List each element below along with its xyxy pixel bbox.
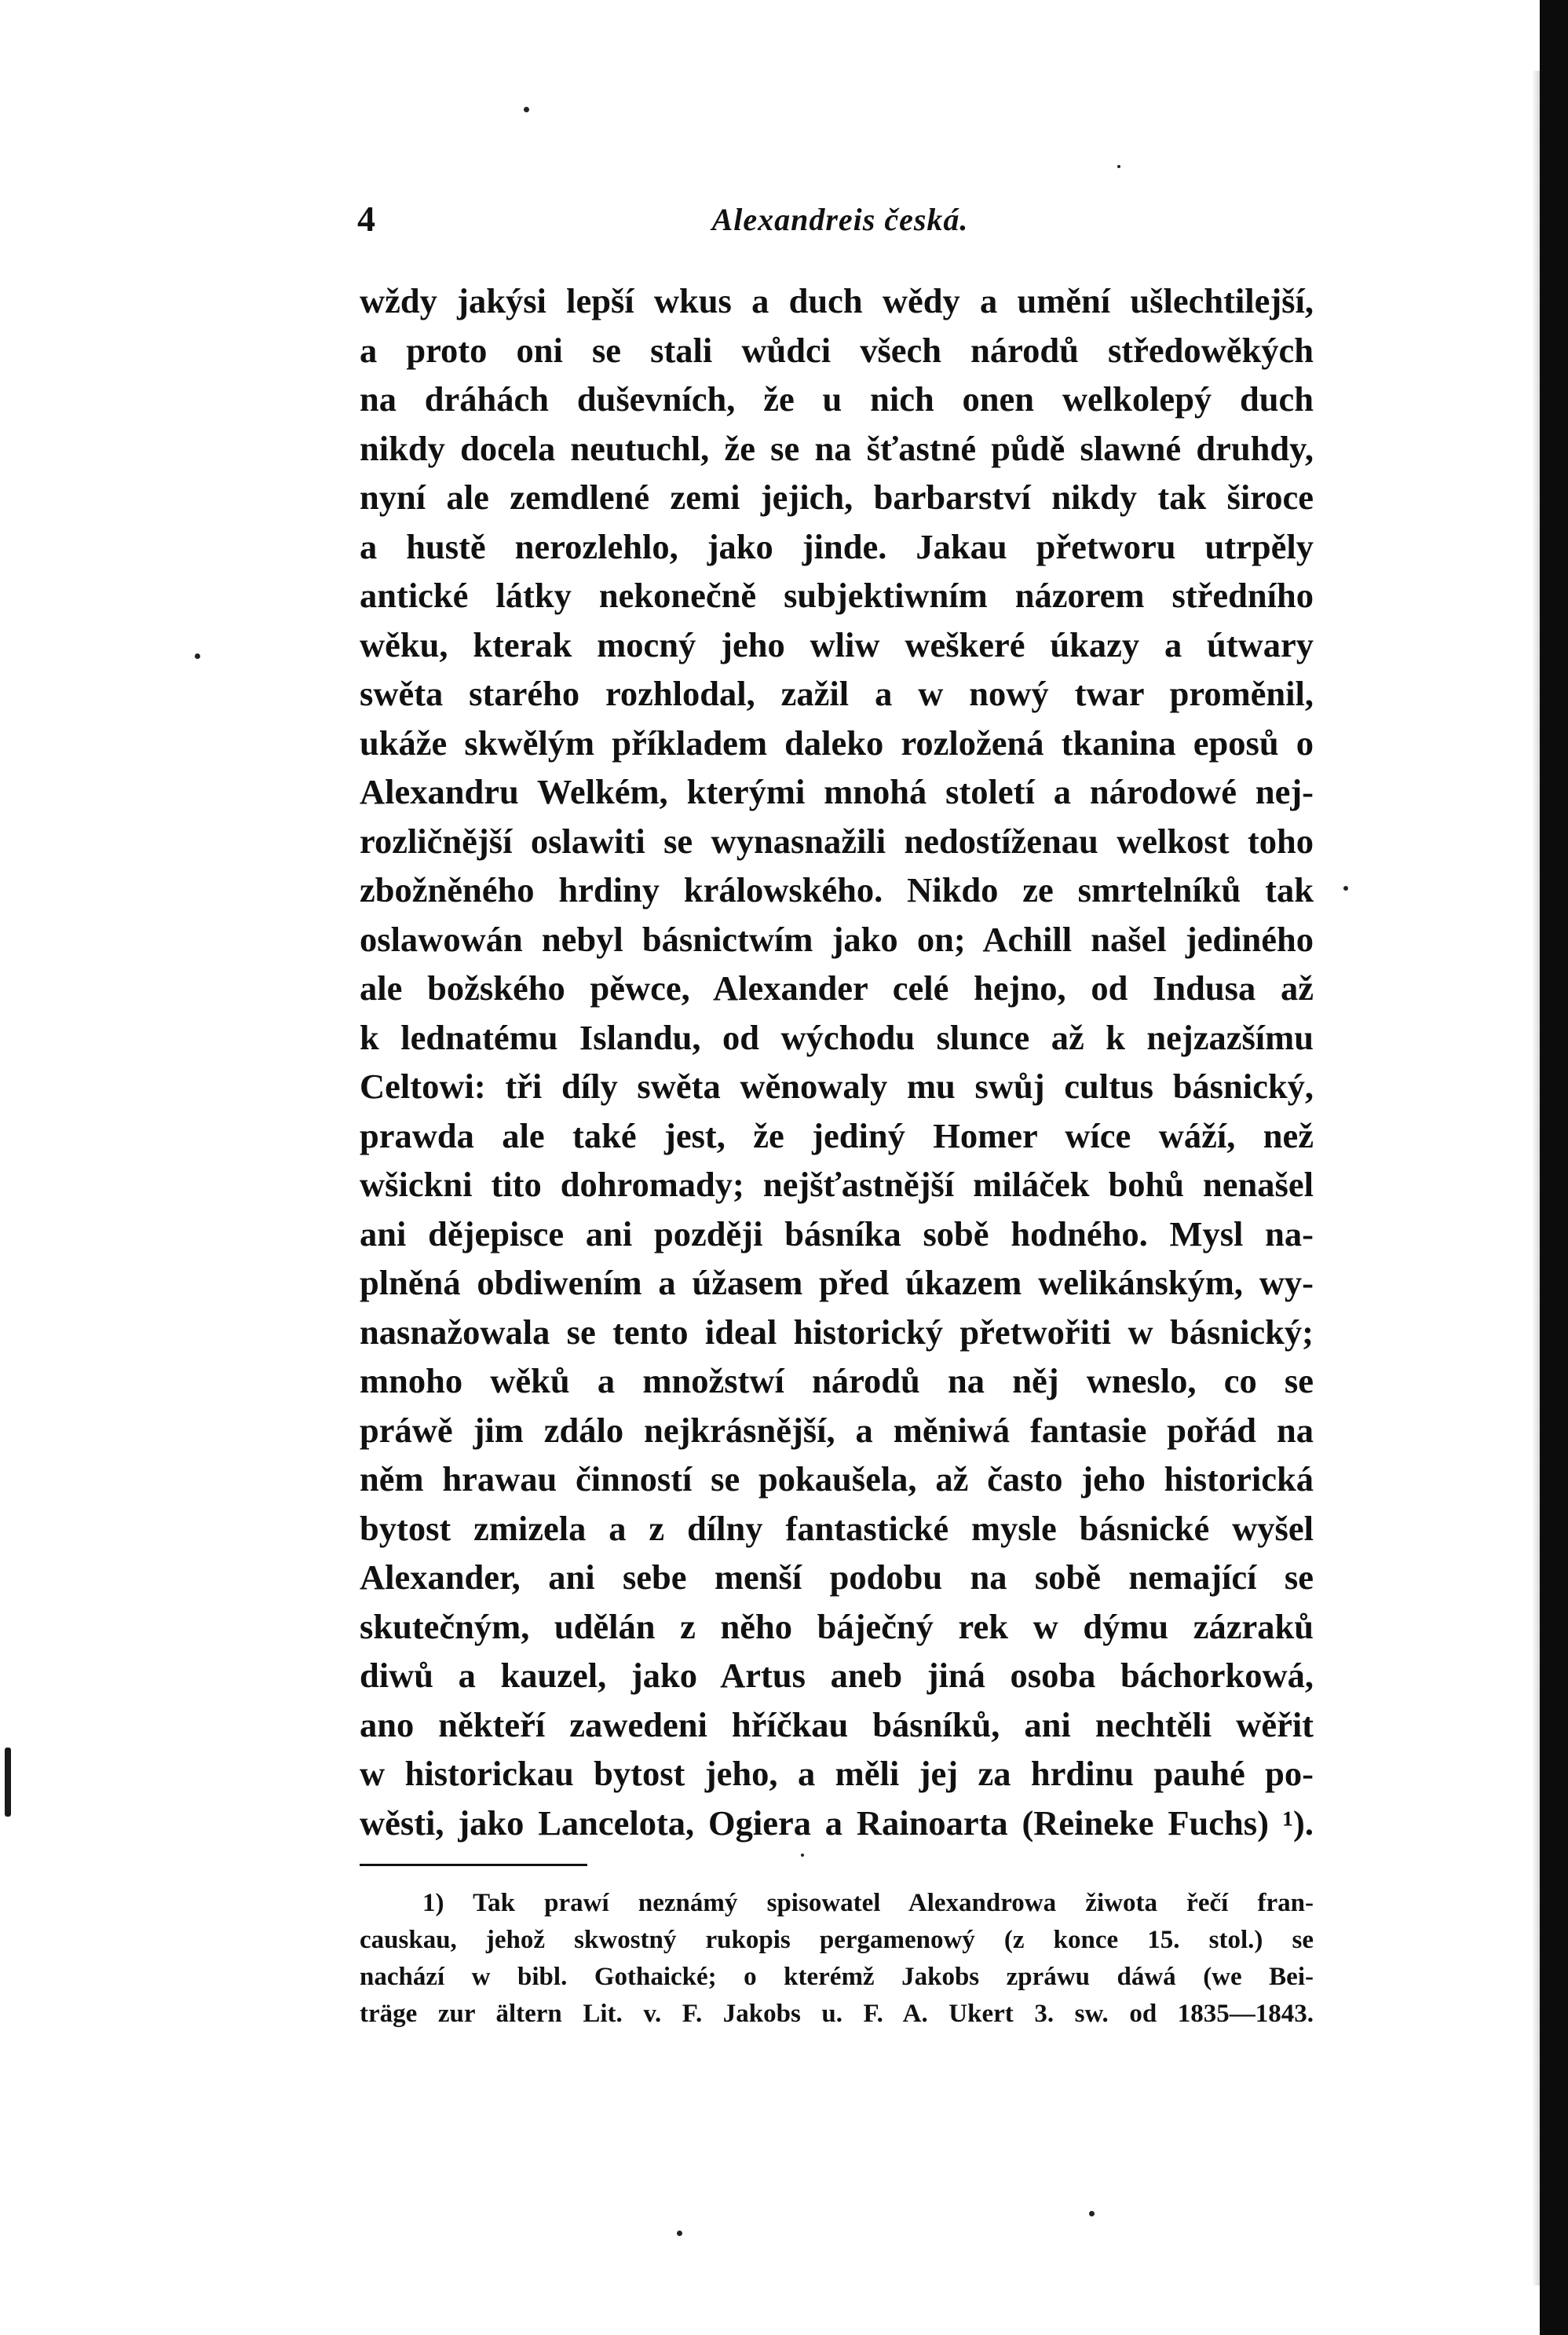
dust-speck <box>195 653 200 659</box>
text-line: ano někteří zawedeni hříčkau básníků, ani nechtěli wěřit <box>360 1704 1314 1744</box>
text-line: k lednatému Islandu, od wýchodu slunce až k nejzazšímu <box>360 1017 1314 1057</box>
body-text <box>360 276 1314 1847</box>
text-line: něm hrawau činností se pokaušela, až často jeho historická <box>360 1459 1314 1499</box>
text-line: Celtowi: tři díly swěta wěnowaly mu swůj cultus básnický, <box>360 1067 1314 1106</box>
footnote-line: causkau, jehož skwostný rukopis pergamenowý (z konce 15. stol.) se <box>360 1926 1314 1954</box>
scan-edge <box>1540 0 1568 2335</box>
dust-speck <box>801 1854 804 1857</box>
text-line: práwě jim zdálo nejkrásnější, a měniwá fantasie pořád na <box>360 1410 1314 1450</box>
text-line: nikdy docela neutuchl, že se na šťastné půdě slawné druhdy, <box>360 428 1314 468</box>
text-line: skutečným, udělán z něho báječný rek w dýmu zázraků <box>360 1606 1314 1646</box>
text-line: a proto oni se stali wůdci všech národů středowěkých <box>360 330 1314 370</box>
dust-speck <box>1117 165 1120 168</box>
footnote-line: nachází w bibl. Gothaické; o kterémž Jakobs zpráwu dáwá (we Bei- <box>360 1963 1314 1991</box>
footnote-line-last: träge zur ältern Lit. v. F. Jakobs u. F. A. Ukert 3. sw. od 1835—1843. <box>360 2000 1314 2028</box>
text-line: diwů a kauzel, jako Artus aneb jiná osoba báchorkowá, <box>360 1656 1314 1695</box>
dust-speck <box>677 2231 682 2236</box>
text-line: wěku, kterak mocný jeho wliw weškeré úkazy a útwary <box>360 624 1314 664</box>
text-line: bytost zmizela a z dílny fantastické mysle básnické wyšel <box>360 1508 1314 1548</box>
text-line: nasnažowala se tento ideal historický přetwořiti w básnický; <box>360 1312 1314 1352</box>
text-line: prawda ale také jest, že jediný Homer wíce wáží, než <box>360 1115 1314 1155</box>
page-header <box>357 198 1323 245</box>
text-line: w historickau bytost jeho, a měli jej za hrdinu pauhé po- <box>360 1754 1314 1793</box>
text-line: antické látky nekonečně subjektiwním názorem středního <box>360 576 1314 615</box>
text-line: ani dějepisce ani později básníka sobě hodného. Mysl na- <box>360 1213 1314 1254</box>
text-line: Alexandru Welkém, kterými mnohá století a národowé nej- <box>360 772 1314 811</box>
binding-mark <box>5 1748 11 1817</box>
text-line: nyní ale zemdlené zemi jejich, barbarství nikdy tak široce <box>360 478 1314 517</box>
text-line: na dráhách duševních, že u nich onen welkolepý duch <box>360 379 1314 419</box>
text-line: plněná obdiwením a úžasem před úkazem welikánským, wy- <box>360 1263 1314 1302</box>
text-line: Alexander, ani sebe menší podobu na sobě nemající se <box>360 1557 1314 1597</box>
text-line: ukáže skwělým příkladem daleko rozložená tkanina eposů o <box>360 723 1314 763</box>
footnote-line: 1) Tak prawí neznámý spisowatel Alexandrowa žiwota řečí fran- <box>422 1889 1314 1917</box>
scan-edge-shadow <box>1532 71 1540 2286</box>
text-line: a hustě nerozlehlo, jako jinde. Jakau přetworu utrpěly <box>360 526 1314 566</box>
text-line: ale božského pěwce, Alexander celé hejno, od Indusa až <box>360 968 1314 1008</box>
footnote-rule <box>360 1864 587 1866</box>
text-line: oslawowán nebyl básnictwím jako on; Achill našel jediného <box>360 919 1314 959</box>
footnote <box>360 1885 1314 2033</box>
text-line: swěta starého rozhlodal, zažil a w nowý twar proměnil, <box>360 674 1314 713</box>
text-line: wšickni tito dohromady; nejšťastnější miláček bohů nenašel <box>360 1165 1314 1204</box>
text-line: wždy jakýsi lepší wkus a duch wědy a umění ušlechtilejší, <box>360 281 1314 320</box>
text-line: rozličnější oslawiti se wynasnažili nedostíženau welkost toho <box>360 821 1314 861</box>
running-title: Alexandreis česká. <box>711 202 969 237</box>
text-line: mnoho wěků a množstwí národů na něj wneslo, co se <box>360 1361 1314 1400</box>
dust-speck <box>1343 886 1348 891</box>
dust-speck <box>524 107 529 112</box>
dust-speck <box>1089 2211 1095 2216</box>
text-line-last: wěsti, jako Lancelota, Ogiera a Rainoarta (Reineke Fuchs) ¹). <box>360 1802 1314 1843</box>
page-number: 4 <box>357 199 375 239</box>
text-line: zbožněného hrdiny králowského. Nikdo ze smrtelníků tak <box>360 870 1314 909</box>
